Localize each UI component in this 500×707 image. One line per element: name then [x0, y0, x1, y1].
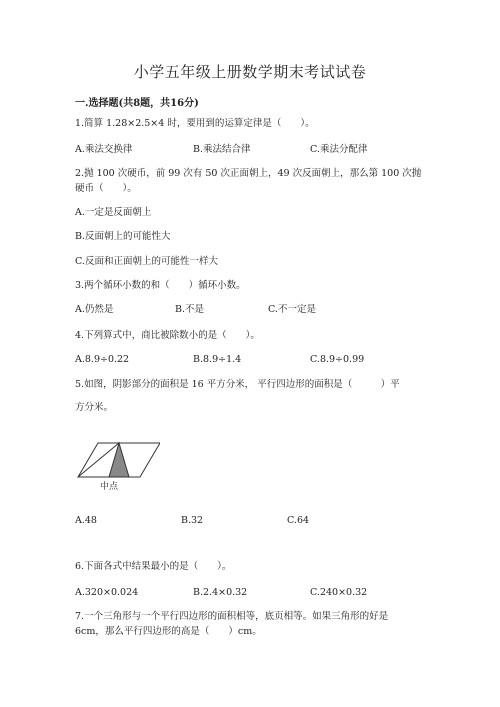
question-4-option-b: B.8.9÷1.4 [193, 354, 242, 365]
question-6-option-c: C.240×0.32 [310, 587, 368, 598]
question-2-stem-line-2: 硬币（ ）。 [75, 183, 137, 194]
section-heading: 一.选择题(共8题，共16分) [75, 98, 199, 109]
page-title: 小学五年级上册数学期末考试试卷 [133, 63, 367, 81]
question-1-option-b: B.乘法结合律 [193, 144, 251, 155]
question-1-stem: 1.简算 1.28×2.5×4 时，要用到的运算定律是（ ）。 [75, 118, 315, 129]
question-6-stem: 6.下面各式中结果最小的是（ ）。 [75, 561, 232, 572]
question-6-option-b: B.2.4×0.32 [193, 587, 248, 598]
question-7-stem-line-2: 6cm，那么平行四边形的高是（ ）cm。 [75, 626, 262, 637]
question-3-option-b: B.不是 [175, 304, 205, 315]
question-5-option-b: B.32 [181, 515, 204, 526]
question-6-option-a: A.320×0.024 [75, 587, 139, 598]
question-2-option-b: B.反面朝上的可能性大 [75, 231, 171, 242]
question-3-option-a: A.仍然是 [75, 304, 114, 315]
question-2-option-a: A.一定是反面朝上 [75, 207, 152, 218]
question-5-option-a: A.48 [75, 515, 97, 526]
question-5-stem-line-1: 5.如图，阴影部分的面积是 16 平方分米， 平行四边形的面积是（ ）平 [75, 379, 400, 390]
question-2-option-c: C.反面和正面朝上的可能性一样大 [75, 256, 218, 267]
question-1-option-a: A.乘法交换律 [75, 144, 133, 155]
question-5-stem-line-2: 方分米。 [75, 402, 114, 413]
question-3-option-c: C.不一定是 [268, 304, 316, 315]
question-5-option-c: C.64 [287, 515, 310, 526]
question-2-stem-line-1: 2.抛 100 次硬币，前 99 次有 50 次正面朝上，49 次反面朝上，那么第 100 次抛 [75, 168, 422, 179]
question-7-stem-line-1: 7.一个三角形与一个平行四边形的面积相等，底页相等。如果三角形的好是 [75, 611, 389, 622]
question-4-option-c: C.8.9÷0.99 [310, 354, 365, 365]
question-3-stem: 3.两个循环小数的和（ ）循环小数。 [75, 280, 246, 291]
midpoint-label: 中点 [100, 482, 119, 492]
question-4-option-a: A.8.9÷0.22 [75, 354, 130, 365]
question-1-option-c: C.乘法分配律 [310, 144, 368, 155]
question-4-stem: 4.下列算式中，商比被除数小的是（ ）。 [75, 330, 260, 341]
